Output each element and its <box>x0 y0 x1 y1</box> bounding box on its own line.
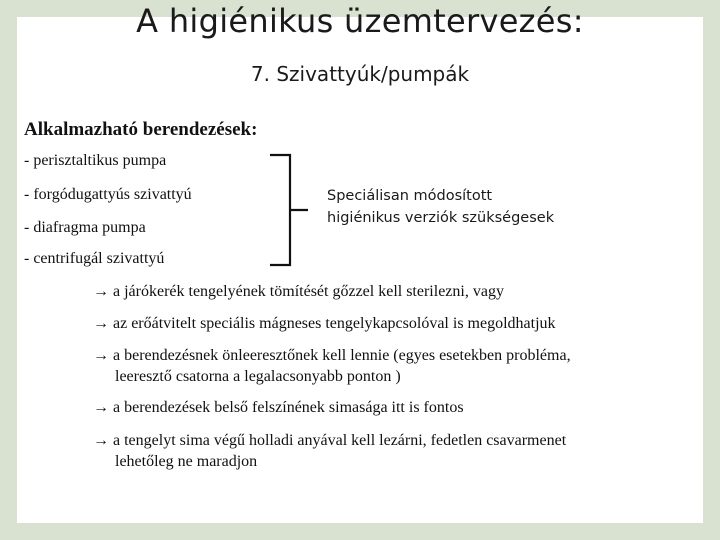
bracket-note-line1: Speciálisan módosított <box>327 188 493 204</box>
point-line: → a berendezések belső felszínének simasága itt is fontos <box>93 399 464 416</box>
point-line: → az erőátvitelt speciális mágneses tengelykapcsolóval is megoldhatjuk <box>93 315 556 332</box>
point-item <box>93 430 566 472</box>
device-item-diaphragm: - diafragma pumpa <box>24 219 146 236</box>
point-item <box>93 345 571 387</box>
bracket-note-line2: higiénikus verziók szükségesek <box>327 210 555 226</box>
point-line-continuation: leeresztő csatorna a legalacsonyabb ponton ) <box>115 368 401 385</box>
point-line-continuation: lehetőleg ne maradjon <box>115 453 258 470</box>
point-line: → a berendezésnek önleeresztőnek kell lennie (egyes esetekben probléma, <box>93 347 571 364</box>
slide-title: A higiénikus üzemtervezés: <box>136 2 584 40</box>
point-line: → a járókerék tengelyének tömítését gőzzel kell sterilezni, vagy <box>93 283 504 300</box>
point-item <box>93 397 464 418</box>
device-item-centrifugal: - centrifugál szivattyú <box>24 250 165 267</box>
bracket-note <box>327 185 554 229</box>
device-item-rotary-lobe: - forgódugattyús szivattyú <box>24 186 192 203</box>
section-heading: Alkalmazható berendezések: <box>24 119 258 140</box>
device-item-peristaltic: - perisztaltikus pumpa <box>24 152 167 169</box>
point-item <box>93 281 504 302</box>
grouping-bracket <box>268 150 318 270</box>
point-line: → a tengelyt sima végű holladi anyával kell lezárni, fedetlen csavarmenet <box>93 432 567 449</box>
point-item <box>93 313 556 334</box>
slide-subtitle: 7. Szivattyúk/pumpák <box>250 62 470 86</box>
